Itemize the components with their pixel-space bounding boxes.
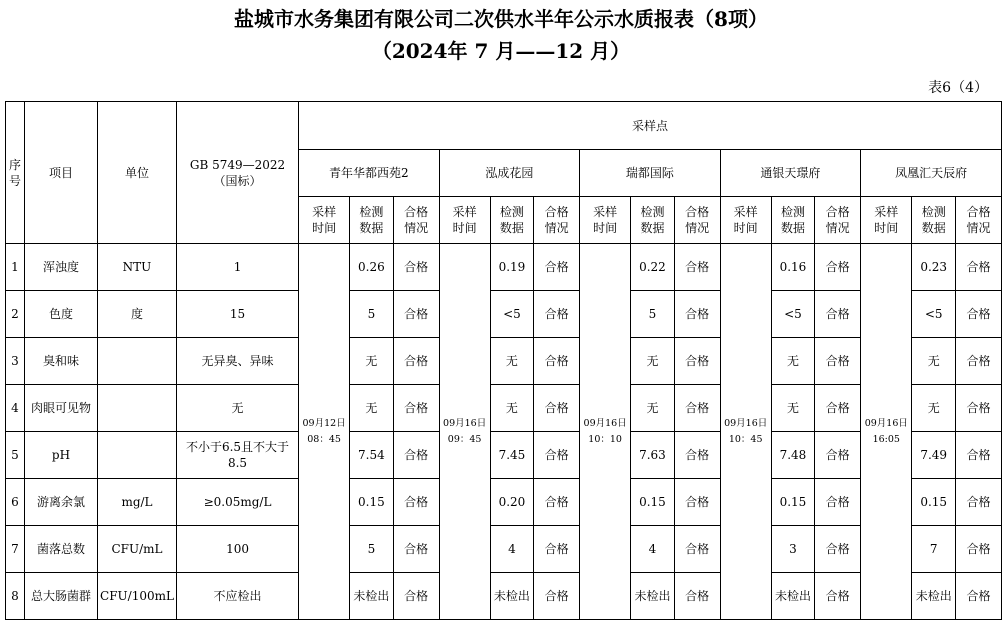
subheader-time-2 <box>439 197 490 244</box>
subheader-pass-4 <box>815 197 861 244</box>
row-item: 浑浊度 <box>24 244 97 291</box>
test-value: 0.19 <box>490 244 534 291</box>
subheader-data-line2: 数据 <box>359 221 384 235</box>
test-value: 无 <box>771 338 815 385</box>
row-number: 4 <box>6 385 25 432</box>
subheader-time-line2: 时间 <box>733 221 758 235</box>
header-standard-code: GB 5749—2022 <box>189 157 286 172</box>
sampling-date: 09月16日 <box>724 417 768 429</box>
test-value: 4 <box>631 526 675 573</box>
pass-status: 合格 <box>674 526 720 573</box>
subheader-time-line1: 采样 <box>593 205 618 219</box>
test-value: 0.15 <box>350 479 394 526</box>
header-sampling-points: 采样点 <box>299 102 1002 150</box>
site-name-1: 青年华都西苑2 <box>299 150 440 197</box>
subheader-data-3 <box>631 197 675 244</box>
row-number: 5 <box>6 432 25 479</box>
table-row <box>6 479 1002 526</box>
row-number: 3 <box>6 338 25 385</box>
sampling-date: 09月12日 <box>302 417 346 429</box>
subheader-time-line2: 时间 <box>452 221 477 235</box>
subheader-pass-line2: 情况 <box>966 221 991 235</box>
pass-status: 合格 <box>674 573 720 620</box>
row-standard: 不应检出 <box>176 573 298 620</box>
subheader-time-line1: 采样 <box>452 205 477 219</box>
pass-status: 合格 <box>955 385 1001 432</box>
subheader-time-line2: 时间 <box>593 221 618 235</box>
subheader-time-line2: 时间 <box>874 221 899 235</box>
row-item: 色度 <box>24 291 97 338</box>
test-value: 7.48 <box>771 432 815 479</box>
subheader-data-2 <box>490 197 534 244</box>
subheader-time-line1: 采样 <box>312 205 337 219</box>
test-value: 无 <box>350 385 394 432</box>
row-item: 菌落总数 <box>24 526 97 573</box>
test-value: 0.22 <box>631 244 675 291</box>
row-number: 1 <box>6 244 25 291</box>
subheader-data-line1: 检测 <box>780 205 805 219</box>
pass-status: 合格 <box>393 244 439 291</box>
pass-status: 合格 <box>674 291 720 338</box>
test-value: <5 <box>490 291 534 338</box>
pass-status: 合格 <box>955 479 1001 526</box>
subheader-pass-3 <box>674 197 720 244</box>
test-value: 无 <box>490 338 534 385</box>
pass-status: 合格 <box>393 432 439 479</box>
sampling-clock: 16:05 <box>872 433 900 445</box>
subheader-data-line2: 数据 <box>499 221 524 235</box>
pass-status: 合格 <box>393 479 439 526</box>
test-value: 无 <box>350 338 394 385</box>
subheader-data-4 <box>771 197 815 244</box>
pass-status: 合格 <box>815 244 861 291</box>
pass-status: 合格 <box>674 479 720 526</box>
table-row <box>6 385 1002 432</box>
pass-status: 合格 <box>815 479 861 526</box>
subheader-pass-line1: 合格 <box>825 205 850 219</box>
pass-status: 合格 <box>393 338 439 385</box>
pass-status: 合格 <box>534 432 580 479</box>
test-value: 0.15 <box>912 479 956 526</box>
test-value: 7.54 <box>350 432 394 479</box>
subheader-pass-line2: 情况 <box>544 221 569 235</box>
row-standard: 不小于6.5且不大于8.5 <box>176 432 298 479</box>
test-value: 无 <box>912 338 956 385</box>
report-period: （2024年 7 月——12 月） <box>371 39 631 63</box>
site-name-2: 泓成花园 <box>439 150 580 197</box>
subheader-pass-5 <box>955 197 1001 244</box>
subheader-pass-line1: 合格 <box>685 205 710 219</box>
row-unit: NTU <box>98 244 177 291</box>
table-row <box>6 526 1002 573</box>
row-number: 2 <box>6 291 25 338</box>
header-unit: 单位 <box>98 102 177 244</box>
subheader-time-1 <box>299 197 350 244</box>
pass-status: 合格 <box>534 526 580 573</box>
test-value: 5 <box>350 291 394 338</box>
subheader-pass-line2: 情况 <box>404 221 429 235</box>
subheader-data-5 <box>912 197 956 244</box>
pass-status: 合格 <box>955 432 1001 479</box>
test-value: 无 <box>771 385 815 432</box>
water-quality-table <box>5 101 1002 620</box>
row-unit: CFU/100mL <box>98 573 177 620</box>
pass-status: 合格 <box>534 385 580 432</box>
pass-status: 合格 <box>955 526 1001 573</box>
header-standard <box>176 102 298 244</box>
row-number: 8 <box>6 573 25 620</box>
subheader-pass-line1: 合格 <box>966 205 991 219</box>
pass-status: 合格 <box>674 432 720 479</box>
subheader-data-line1: 检测 <box>499 205 524 219</box>
subheader-data-line2: 数据 <box>921 221 946 235</box>
subheader-time-line2: 时间 <box>312 221 337 235</box>
table-row <box>6 338 1002 385</box>
subheader-data-line1: 检测 <box>359 205 384 219</box>
pass-status: 合格 <box>815 291 861 338</box>
test-value: 无 <box>631 338 675 385</box>
test-value: 无 <box>912 385 956 432</box>
sampling-time-4 <box>720 244 771 620</box>
row-standard: 15 <box>176 291 298 338</box>
pass-status: 合格 <box>815 526 861 573</box>
header-seq: 序号 <box>6 102 25 244</box>
test-value: 未检出 <box>631 573 675 620</box>
row-unit: 度 <box>98 291 177 338</box>
subheader-time-5 <box>861 197 912 244</box>
subheader-time-line1: 采样 <box>874 205 899 219</box>
row-item: 肉眼可见物 <box>24 385 97 432</box>
test-value: 5 <box>350 526 394 573</box>
subheader-data-line1: 检测 <box>921 205 946 219</box>
row-item: 游离余氯 <box>24 479 97 526</box>
subheader-pass-line2: 情况 <box>825 221 850 235</box>
row-standard: ≥0.05mg/L <box>176 479 298 526</box>
row-unit: mg/L <box>98 479 177 526</box>
pass-status: 合格 <box>534 573 580 620</box>
test-value: 未检出 <box>912 573 956 620</box>
row-standard: 无异臭、异味 <box>176 338 298 385</box>
sampling-clock: 10：10 <box>588 433 622 445</box>
test-value: 5 <box>631 291 675 338</box>
pass-status: 合格 <box>955 291 1001 338</box>
pass-status: 合格 <box>955 244 1001 291</box>
pass-status: 合格 <box>815 573 861 620</box>
test-value: 0.16 <box>771 244 815 291</box>
subheader-time-4 <box>720 197 771 244</box>
sampling-date: 09月16日 <box>864 417 908 429</box>
sampling-time-1 <box>299 244 350 620</box>
pass-status: 合格 <box>815 338 861 385</box>
row-unit <box>98 432 177 479</box>
subheader-pass-line1: 合格 <box>404 205 429 219</box>
pass-status: 合格 <box>674 338 720 385</box>
test-value: 无 <box>490 385 534 432</box>
pass-status: 合格 <box>393 291 439 338</box>
pass-status: 合格 <box>534 244 580 291</box>
test-value: 未检出 <box>771 573 815 620</box>
row-unit: CFU/mL <box>98 526 177 573</box>
row-standard: 1 <box>176 244 298 291</box>
table-row <box>6 244 1002 291</box>
table-row <box>6 573 1002 620</box>
pass-status: 合格 <box>393 385 439 432</box>
test-value: 3 <box>771 526 815 573</box>
subheader-pass-line2: 情况 <box>685 221 710 235</box>
site-name-5: 凤凰汇天辰府 <box>861 150 1002 197</box>
row-number: 6 <box>6 479 25 526</box>
test-value: 7.45 <box>490 432 534 479</box>
site-name-4: 通银天璟府 <box>720 150 861 197</box>
header-standard-note: （国标） <box>213 173 262 188</box>
table-row <box>6 291 1002 338</box>
pass-status: 合格 <box>393 526 439 573</box>
site-name-3: 瑞都国际 <box>580 150 721 197</box>
test-value: 0.20 <box>490 479 534 526</box>
test-value: 未检出 <box>350 573 394 620</box>
pass-status: 合格 <box>815 385 861 432</box>
row-standard: 无 <box>176 385 298 432</box>
test-value: <5 <box>771 291 815 338</box>
sampling-date: 09月16日 <box>443 417 487 429</box>
header-item: 项目 <box>24 102 97 244</box>
pass-status: 合格 <box>674 244 720 291</box>
subheader-pass-line1: 合格 <box>544 205 569 219</box>
test-value: <5 <box>912 291 956 338</box>
pass-status: 合格 <box>534 338 580 385</box>
test-value: 未检出 <box>490 573 534 620</box>
row-item: 臭和味 <box>24 338 97 385</box>
row-item: pH <box>24 432 97 479</box>
subheader-time-3 <box>580 197 631 244</box>
test-value: 0.15 <box>771 479 815 526</box>
pass-status: 合格 <box>674 385 720 432</box>
subheader-data-line2: 数据 <box>780 221 805 235</box>
sampling-date: 09月16日 <box>583 417 627 429</box>
pass-status: 合格 <box>393 573 439 620</box>
test-value: 7.49 <box>912 432 956 479</box>
pass-status: 合格 <box>815 432 861 479</box>
table-row <box>6 432 1002 479</box>
sampling-time-2 <box>439 244 490 620</box>
sampling-time-5 <box>861 244 912 620</box>
pass-status: 合格 <box>955 338 1001 385</box>
row-standard: 100 <box>176 526 298 573</box>
test-value: 7.63 <box>631 432 675 479</box>
subheader-pass-2 <box>534 197 580 244</box>
pass-status: 合格 <box>534 291 580 338</box>
pass-status: 合格 <box>955 573 1001 620</box>
pass-status: 合格 <box>534 479 580 526</box>
row-unit <box>98 338 177 385</box>
subheader-time-line1: 采样 <box>733 205 758 219</box>
subheader-data-line2: 数据 <box>640 221 665 235</box>
table-number: 表6（4） <box>928 80 988 96</box>
sampling-time-3 <box>580 244 631 620</box>
sampling-clock: 09：45 <box>447 433 482 445</box>
test-value: 无 <box>631 385 675 432</box>
test-value: 0.26 <box>350 244 394 291</box>
test-value: 4 <box>490 526 534 573</box>
row-item: 总大肠菌群 <box>24 573 97 620</box>
report-title: 盐城市水务集团有限公司二次供水半年公示水质报表（8项） <box>234 7 768 31</box>
row-unit <box>98 385 177 432</box>
subheader-data-1 <box>350 197 394 244</box>
subheader-data-line1: 检测 <box>640 205 665 219</box>
subheader-pass-1 <box>393 197 439 244</box>
test-value: 0.15 <box>631 479 675 526</box>
test-value: 7 <box>912 526 956 573</box>
sampling-clock: 10：45 <box>728 433 763 445</box>
test-value: 0.23 <box>912 244 956 291</box>
sampling-clock: 08：45 <box>307 433 341 445</box>
row-number: 7 <box>6 526 25 573</box>
